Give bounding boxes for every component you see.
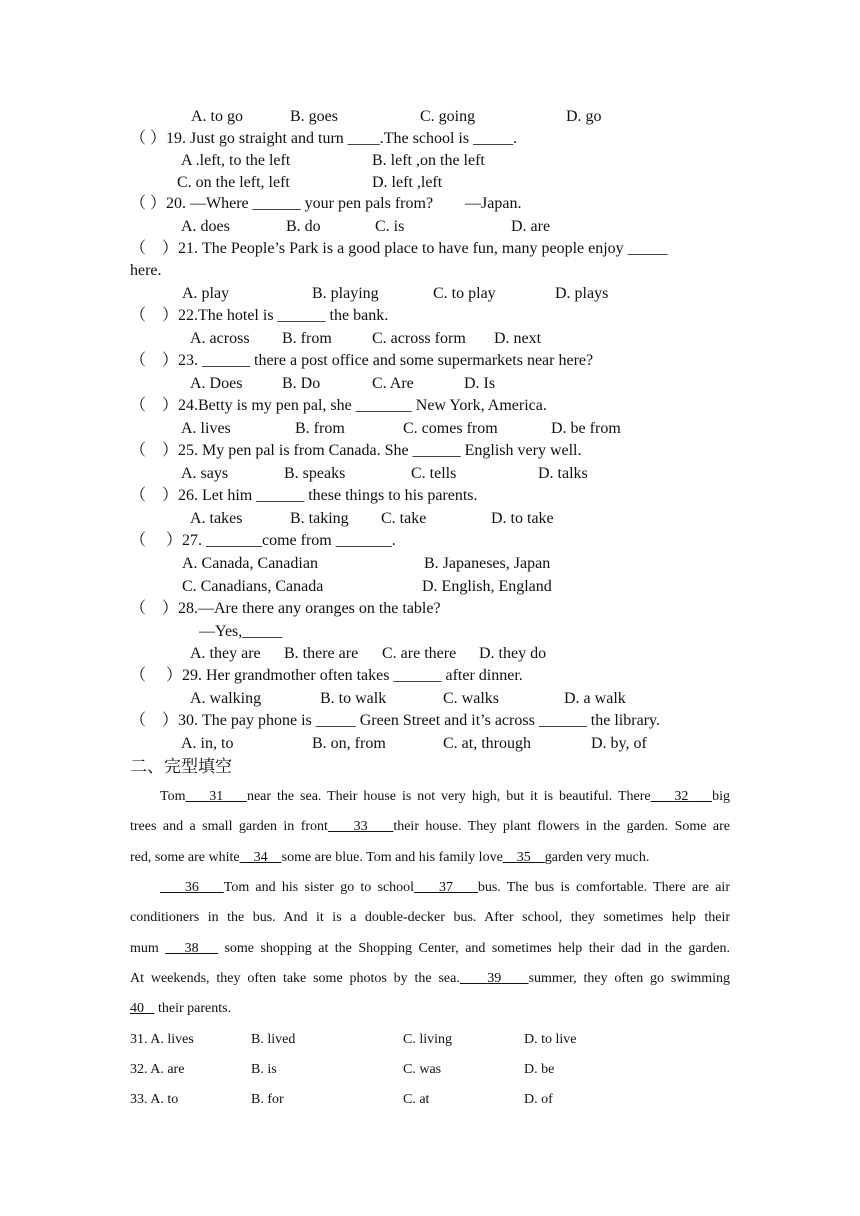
q23-option-d: D. Is: [464, 375, 496, 392]
passage-line: [130, 939, 730, 959]
q22-option-d: D. next: [494, 330, 542, 347]
choice-32-d: D. be: [524, 1062, 555, 1077]
blank-31: [185, 789, 247, 804]
q21-option-d: D. plays: [555, 285, 609, 302]
choice-31-c: C. living: [403, 1032, 453, 1047]
q21-option-c: C. to play: [433, 285, 496, 302]
blank-34: [240, 850, 282, 865]
q30-option-b: B. on, from: [312, 735, 386, 752]
choice-31-a: 31. A. lives: [130, 1032, 194, 1047]
q19-option-c: C. on the left, left: [177, 174, 290, 191]
q28-option-b: B. there are: [284, 645, 359, 662]
passage-line: [130, 848, 730, 868]
q20-stem: （ ）20. —Where ______ your pen pals from? —Japan.: [130, 195, 522, 212]
q24-option-a: A. lives: [181, 420, 231, 437]
q29-stem: （ ）29. Her grandmother often takes ______ after dinner.: [130, 667, 523, 684]
q27-option-b: B. Japaneses, Japan: [424, 555, 551, 572]
q29-option-c: C. walks: [443, 690, 499, 707]
passage-line: [130, 878, 730, 898]
choice-33-a: 33. A. to: [130, 1092, 179, 1107]
choice-33-d: D. of: [524, 1092, 553, 1107]
q27-option-c: C. Canadians, Canada: [182, 578, 324, 595]
blank-39: [460, 971, 529, 986]
q24-option-b: B. from: [295, 420, 345, 437]
blank-number: 31: [209, 789, 224, 804]
q24-option-c: C. comes from: [403, 420, 498, 437]
blank-number: 34: [253, 850, 268, 865]
q28-option-d: D. they do: [479, 645, 547, 662]
passage-text: At weekends, they often take some photos by the sea.: [130, 971, 460, 986]
q27-option-d: D. English, England: [422, 578, 552, 595]
choice-32-b: B. is: [251, 1062, 277, 1077]
blank-37: [414, 880, 478, 895]
q21-option-a: A. play: [182, 285, 230, 302]
q25-option-d: D. talks: [538, 465, 588, 482]
q23-option-c: C. Are: [372, 375, 414, 392]
q21-stem-cont: here.: [130, 262, 162, 279]
blank-35: [503, 850, 545, 865]
passage-text: conditioners in the bus. And it is a double-decker bus. After school, they sometimes help their: [130, 910, 730, 925]
q26-option-a: A. takes: [190, 510, 243, 527]
q19-stem: （ ）19. Just go straight and turn ____.The school is _____.: [130, 130, 518, 147]
q28-option-c: C. are there: [382, 645, 457, 662]
blank-number: 33: [353, 819, 368, 834]
q25-option-a: A. says: [181, 465, 229, 482]
q26-option-d: D. to take: [491, 510, 554, 527]
q23-option-a: A. Does: [190, 375, 243, 392]
choice-33-b: B. for: [251, 1092, 284, 1107]
q18-option-d: D. go: [566, 108, 602, 125]
passage-line: [130, 787, 730, 807]
q20-option-c: C. is: [375, 218, 405, 235]
q22-option-a: A. across: [190, 330, 250, 347]
passage-text: Tom and his sister go to school: [223, 880, 415, 895]
q19-option-d: D. left ,left: [372, 174, 443, 191]
blank-33: [328, 819, 393, 834]
q18-option-b: B. goes: [290, 108, 338, 125]
choice-32-c: C. was: [403, 1062, 442, 1077]
passage-text: mum: [130, 941, 166, 956]
q28-stem-cont: —Yes,_____: [199, 623, 283, 640]
passage-text: their house. They plant flowers in the garden. Some are: [393, 819, 731, 834]
choice-31-d: D. to live: [524, 1032, 577, 1047]
q29-option-a: A. walking: [190, 690, 262, 707]
q26-option-b: B. taking: [290, 510, 349, 527]
passage-text: big: [712, 789, 730, 804]
q27-option-a: A. Canada, Canadian: [182, 555, 318, 572]
passage-text: red, some are white: [130, 850, 240, 865]
q25-stem: （ ）25. My pen pal is from Canada. She ______ English very well.: [130, 442, 582, 459]
q30-option-c: C. at, through: [443, 735, 531, 752]
q20-option-b: B. do: [286, 218, 321, 235]
q26-option-c: C. take: [381, 510, 427, 527]
q19-option-a: A .left, to the left: [181, 152, 291, 169]
choice-32-a: 32. A. are: [130, 1062, 185, 1077]
blank-40: [130, 1001, 155, 1016]
q26-stem: （ ）26. Let him ______ these things to his parents.: [130, 487, 478, 504]
blank-number: 39: [487, 971, 502, 986]
passage-text: Tom: [160, 789, 186, 804]
q18-option-a: A. to go: [191, 108, 243, 125]
choice-33-c: C. at: [403, 1092, 430, 1107]
passage-text: some shopping at the Shopping Center, and sometimes help their dad in the garden.: [217, 941, 731, 956]
passage-line: [130, 908, 730, 928]
passage-text: garden very much.: [544, 850, 650, 865]
section-title: 二、完型填空: [130, 757, 232, 776]
passage-line: [130, 817, 730, 837]
q23-option-b: B. Do: [282, 375, 321, 392]
q24-stem: （ ）24.Betty is my pen pal, she _______ New York, America.: [130, 397, 547, 414]
q29-option-b: B. to walk: [320, 690, 387, 707]
q28-option-a: A. they are: [190, 645, 261, 662]
blank-number: 36: [184, 880, 199, 895]
blank-number: 35: [516, 850, 531, 865]
q21-stem: （ ）21. The People’s Park is a good place to have fun, many people enjoy _____: [130, 240, 668, 257]
q22-option-c: C. across form: [372, 330, 466, 347]
q22-option-b: B. from: [282, 330, 332, 347]
q18-option-c: C. going: [420, 108, 476, 125]
q23-stem: （ ）23. ______ there a post office and some supermarkets near here?: [130, 352, 594, 369]
passage-line: [130, 999, 730, 1019]
q20-option-d: D. are: [511, 218, 551, 235]
blank-number: 32: [674, 789, 689, 804]
q20-option-a: A. does: [181, 218, 230, 235]
blank-number: 37: [438, 880, 453, 895]
blank-32: [651, 789, 713, 804]
passage-text: some are blue. Tom and his family love: [281, 850, 503, 865]
q24-option-d: D. be from: [551, 420, 621, 437]
q21-option-b: B. playing: [312, 285, 379, 302]
passage-text: near the sea. Their house is not very high, but it is beautiful. There: [246, 789, 651, 804]
blank-number: 40: [130, 1001, 144, 1016]
blank-number: 38: [184, 941, 199, 956]
q22-stem: （ ）22.The hotel is ______ the bank.: [130, 307, 389, 324]
blank-38: [165, 941, 218, 956]
passage-text: summer, they often go swimming: [528, 971, 730, 986]
passage-text: their parents.: [154, 1001, 232, 1016]
q30-stem: （ ）30. The pay phone is _____ Green Street and it’s across ______ the library.: [130, 712, 660, 729]
q28-stem: （ ）28.—Are there any oranges on the table?: [130, 600, 441, 617]
passage-text: bus. The bus is comfortable. There are air: [477, 880, 730, 895]
choice-31-b: B. lived: [251, 1032, 296, 1047]
q29-option-d: D. a walk: [564, 690, 626, 707]
passage-text: trees and a small garden in front: [130, 819, 328, 834]
blank-36: [160, 880, 224, 895]
q19-option-b: B. left ,on the left: [372, 152, 485, 169]
passage-line: [130, 969, 730, 989]
q30-option-a: A. in, to: [181, 735, 234, 752]
q25-option-b: B. speaks: [284, 465, 346, 482]
q30-option-d: D. by, of: [591, 735, 647, 752]
q27-stem: （ ）27. _______come from _______.: [130, 532, 396, 549]
q25-option-c: C. tells: [411, 465, 457, 482]
